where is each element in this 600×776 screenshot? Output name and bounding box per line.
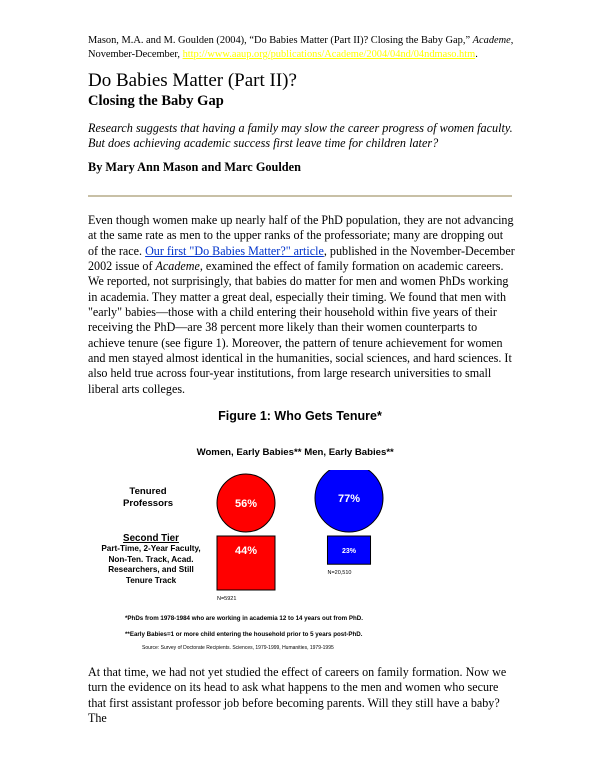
body-paragraph-2: At that time, we had not yet studied the effect of careers on family formation. Now we turn the evidence on its head to ask what happens to the men and women who secure that first assistant professor job before becoming parents. Will they still have a baby? The [88,665,507,726]
article-dek: Research suggests that having a family may slow the career progress of women faculty. But does achieving academic success first leave time for children later? [88,121,513,150]
women-second-tier-label: 44% [234,545,258,557]
citation-text: Mason, M.A. and M. Goulden (2004), “Do Babies Matter (Part II)? Closing the Baby Gap,” [88,35,473,46]
men-tenured-label: 77% [337,493,361,505]
men-second-tier-label: 23% [341,548,357,556]
divider-rule [88,195,512,197]
women-sample-size: N=5921 [217,596,237,602]
body-journal: Academe [155,259,200,274]
citation-comma: , [510,35,514,46]
byline: By Mary Ann Mason and Marc Goulden [88,160,301,174]
body-text: , published in the November-December 2002 issue of [88,243,515,274]
figure-note-2: **Early Babies=1 or more child entering the household prior to 5 years post-PhD. [125,631,363,638]
citation-url-link[interactable]: http://www.aaup.org/publications/Academe/2004/04nd/04ndmaso.htm [182,49,476,60]
column-heading-women: Women, Early Babies** [196,447,302,458]
women-tenured-label: 56% [234,498,258,511]
column-heading-men: Men, Early Babies** [304,447,394,458]
row-label-second-tier-detail: Part-Time, 2-Year Faculty, Non-Ten. Track, Acad. Researchers, and Still Tenure Track [101,544,201,585]
citation-issue: November-December, [88,49,183,60]
figure-source: Source: Survey of Doctorate Recipients. Sciences, 1979-1999, Humanities, 1979-1995 [142,645,334,651]
row-label-second-tier: Second Tier [123,533,179,544]
men-sample-size: N=20,510 [327,570,352,577]
tenure-chart [0,470,600,610]
body-text: Even though women make up nearly half of the PhD population, they are not advancing at the same rate as men to the upper ranks of the professoriate; many are dropping out of the race. [88,213,514,258]
body-text: , examined the effect of family formation on academic careers. We reported, not surprisingly, that babies do matter for men and women PhDs working in academia. They matter a great deal, especially their timing. We found that men with "early" babies—those with a child entering their household within five years of their receiving the PhD—are 38 percent more likely than their women counterparts to achieve tenure (see figure 1). Moreover, the pattern of tenure achievement for women and men stayed almost identical in the humanities, social sciences, and hard sciences. It also held true across four-year institutions, from large research universities to small liberal arts colleges. [88,259,512,396]
citation-journal: Academe [472,35,511,46]
figure-title: Figure 1: Who Gets Tenure* [218,409,382,423]
citation [88,34,528,62]
body-paragraph-1 [88,213,516,397]
citation-end: . [475,49,478,60]
figure-note-1: *PhDs from 1978-1984 who are working in academia 12 to 14 years out from PhD. [125,615,363,622]
first-article-link[interactable]: Our first "Do Babies Matter?" article [145,243,324,258]
row-label-tenured: Tenured Professors [122,486,174,509]
article-subtitle: Closing the Baby Gap [88,93,224,109]
article-title: Do Babies Matter (Part II)? [88,70,297,91]
